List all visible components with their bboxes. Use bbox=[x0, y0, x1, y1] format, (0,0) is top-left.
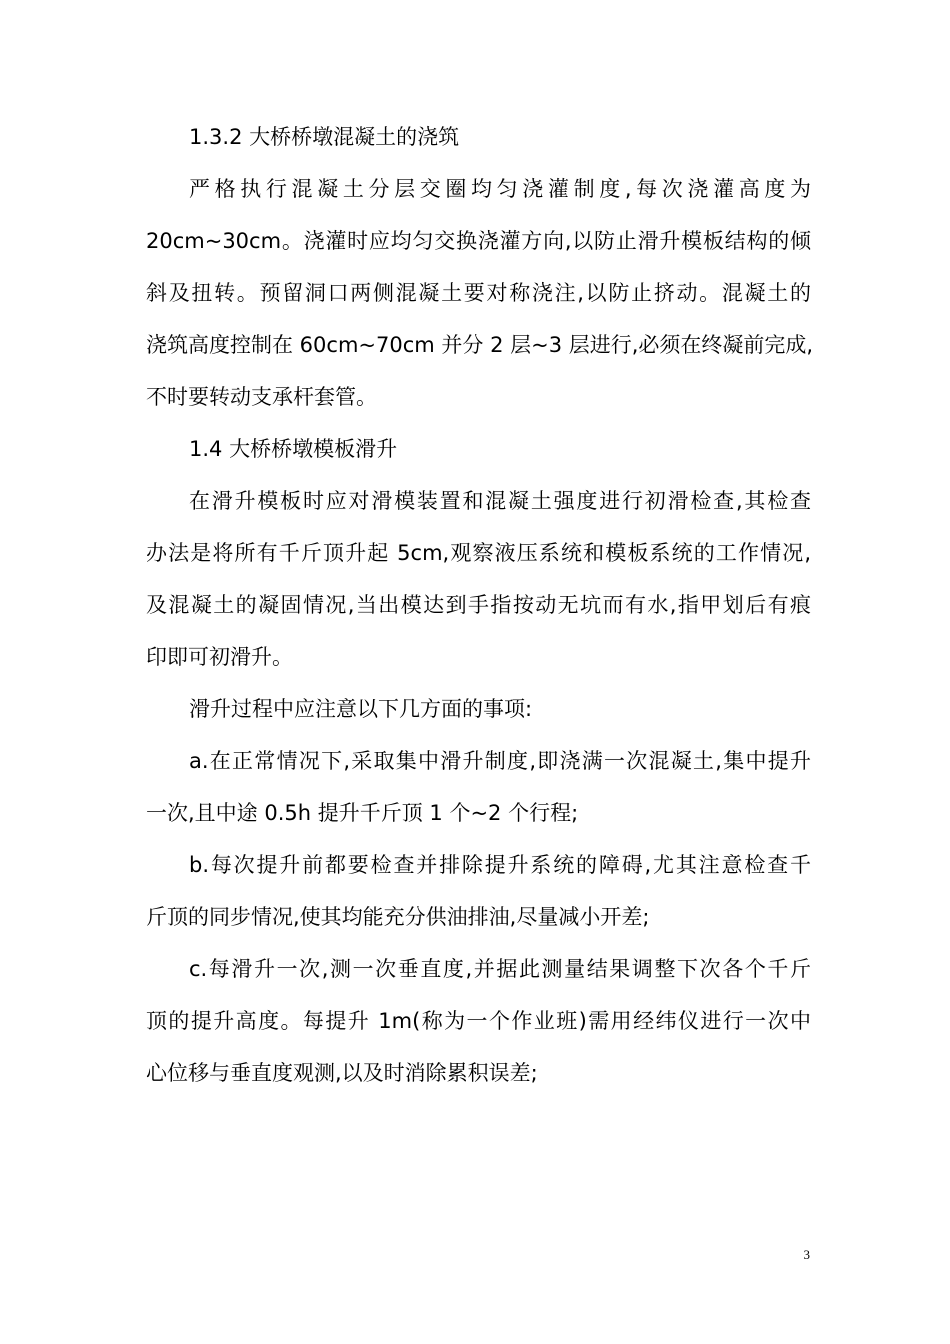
paragraph-line: 斜及扭转。预留洞口两侧混凝土要对称浇注,以防止挤动。混凝土的 bbox=[146, 281, 811, 305]
list-item-b-line: b.每次提升前都要检查并排除提升系统的障碍,尤其注意检查千 bbox=[189, 853, 811, 877]
page-number: 3 bbox=[803, 1247, 810, 1262]
list-item-c-line: 顶的提升高度。每提升 1m(称为一个作业班)需用经纬仪进行一次中 bbox=[146, 1009, 811, 1033]
paragraph-line: 20cm~30cm。浇灌时应均匀交换浇灌方向,以防止滑升模板结构的倾 bbox=[146, 229, 811, 253]
paragraph-line: 严格执行混凝土分层交圈均匀浇灌制度,每次浇灌高度为 bbox=[189, 177, 811, 201]
list-item-a-line: 一次,且中途 0.5h 提升千斤顶 1 个~2 个行程; bbox=[146, 801, 579, 825]
paragraph-line: 在滑升模板时应对滑模装置和混凝土强度进行初滑检查,其检查 bbox=[189, 489, 811, 513]
list-item-b-line: 斤顶的同步情况,使其均能充分供油排油,尽量减小开差; bbox=[146, 905, 650, 929]
paragraph-line: 办法是将所有千斤顶升起 5cm,观察液压系统和模板系统的工作情况, bbox=[146, 541, 811, 565]
list-item-c-line: 心位移与垂直度观测,以及时消除累积误差; bbox=[146, 1061, 538, 1085]
paragraph-line: 不时要转动支承杆套管。 bbox=[146, 385, 377, 409]
paragraph-line: 浇筑高度控制在 60cm~70cm 并分 2 层~3 层进行,必须在终凝前完成, bbox=[146, 333, 814, 357]
list-item-a-line: a.在正常情况下,采取集中滑升制度,即浇满一次混凝土,集中提升 bbox=[189, 749, 811, 773]
section-heading-1-4: 1.4 大桥桥墩模板滑升 bbox=[189, 437, 398, 461]
list-item-c-line: c.每滑升一次,测一次垂直度,并据此测量结果调整下次各个千斤 bbox=[189, 957, 811, 981]
paragraph-line: 印即可初滑升。 bbox=[146, 645, 293, 669]
paragraph-line: 及混凝土的凝固情况,当出模达到手指按动无坑而有水,指甲划后有痕 bbox=[146, 593, 811, 617]
section-heading-1-3-2: 1.3.2 大桥桥墩混凝土的浇筑 bbox=[189, 125, 460, 149]
paragraph-line: 滑升过程中应注意以下几方面的事项: bbox=[189, 697, 533, 721]
